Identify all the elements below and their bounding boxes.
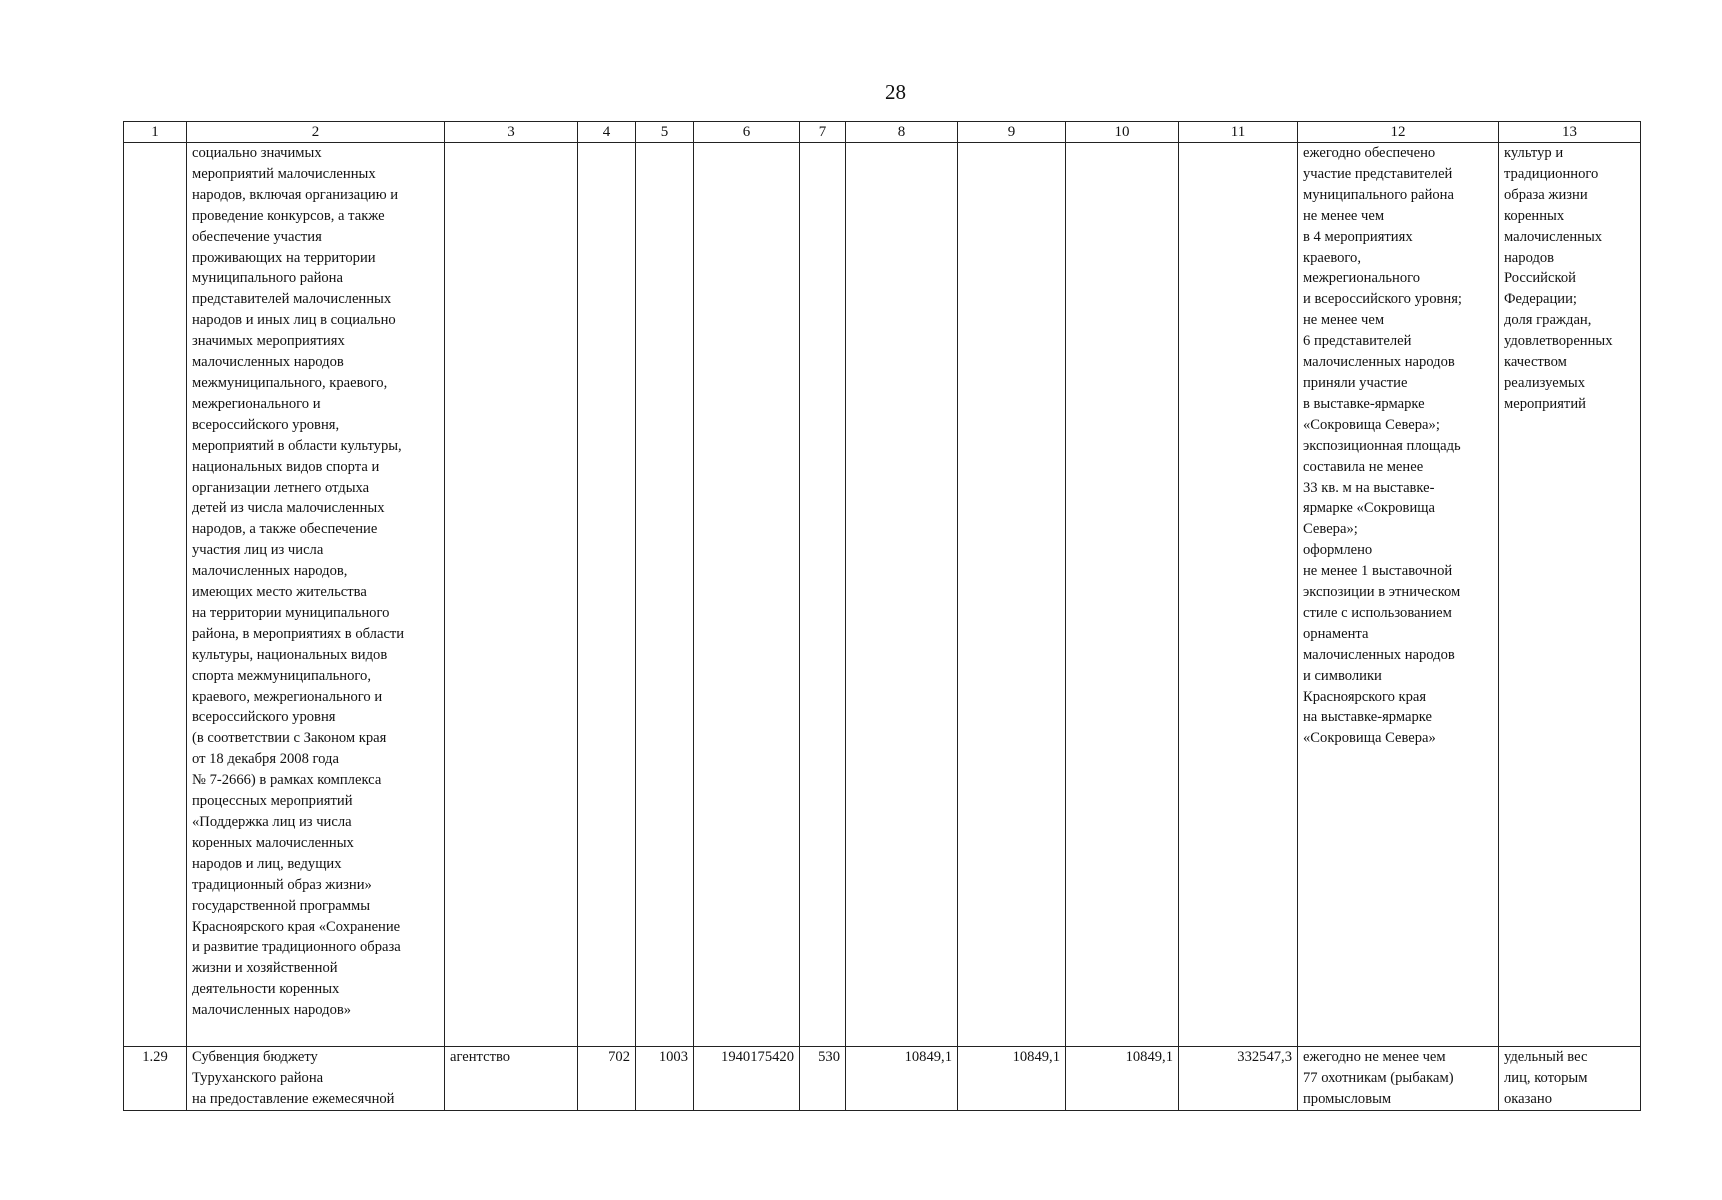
cell-empty bbox=[1179, 143, 1298, 1047]
program-table bbox=[123, 121, 1641, 1111]
executor-cell: агентство bbox=[445, 1047, 578, 1111]
cell-empty bbox=[846, 143, 958, 1047]
cell-empty bbox=[445, 143, 578, 1047]
cell-empty bbox=[694, 143, 800, 1047]
header-cell-13: 13 bbox=[1499, 122, 1641, 143]
grbs-code-cell: 702 bbox=[578, 1047, 636, 1111]
amount-total-cell: 332547,3 bbox=[1179, 1047, 1298, 1111]
cell-empty bbox=[124, 143, 187, 1047]
event-description-cell: Субвенция бюджету Туруханского района на предоставление ежемесячной bbox=[187, 1047, 445, 1111]
cell-empty bbox=[636, 143, 694, 1047]
indicator-cell: культур и традиционного образа жизни коренных малочисленных народов Российской Федерации; доля граждан, удовлетворенных качеством реализуемых мероприятий bbox=[1499, 143, 1641, 1047]
indicator-cell: удельный вес лиц, которым оказано bbox=[1499, 1047, 1641, 1111]
cell-empty bbox=[958, 143, 1066, 1047]
target-article-cell: 1940175420 bbox=[694, 1047, 800, 1111]
header-cell-5: 5 bbox=[636, 122, 694, 143]
section-code-cell: 1003 bbox=[636, 1047, 694, 1111]
cell-empty bbox=[578, 143, 636, 1047]
header-cell-4: 4 bbox=[578, 122, 636, 143]
table-row-1-29 bbox=[124, 1047, 1641, 1111]
expected-result-cell: ежегодно не менее чем 77 охотникам (рыбакам) промысловым bbox=[1298, 1047, 1499, 1111]
row-number-cell: 1.29 bbox=[124, 1047, 187, 1111]
header-cell-3: 3 bbox=[445, 122, 578, 143]
header-cell-6: 6 bbox=[694, 122, 800, 143]
amount-cell-8: 10849,1 bbox=[846, 1047, 958, 1111]
header-cell-2: 2 bbox=[187, 122, 445, 143]
page-number: 28 bbox=[885, 80, 906, 104]
amount-cell-9: 10849,1 bbox=[958, 1047, 1066, 1111]
cell-empty bbox=[1066, 143, 1179, 1047]
header-cell-8: 8 bbox=[846, 122, 958, 143]
header-row bbox=[124, 122, 1641, 143]
expense-type-cell: 530 bbox=[800, 1047, 846, 1111]
table-row-continued bbox=[124, 143, 1641, 1047]
cell-empty bbox=[800, 143, 846, 1047]
expected-result-cell: ежегодно обеспечено участие представителей муниципального района не менее чем в 4 мероприятиях краевого, межрегионального и всероссийского уровня; не менее чем 6 представителей малочисленных народов приняли участие в выставке-ярмарке «Сокровища Севера»; экспозиционная площадь составила не менее 33 кв. м на выставке- ярмарке «Сокровища Севера»; оформлено не менее 1 выставочной экспозиции в этническом стиле с использованием орнамента малочисленных народов и символики Красноярского края на выставке-ярмарке «Сокровища Севера» bbox=[1298, 143, 1499, 1047]
header-cell-12: 12 bbox=[1298, 122, 1499, 143]
header-cell-10: 10 bbox=[1066, 122, 1179, 143]
header-cell-1: 1 bbox=[124, 122, 187, 143]
amount-cell-10: 10849,1 bbox=[1066, 1047, 1179, 1111]
header-cell-11: 11 bbox=[1179, 122, 1298, 143]
header-cell-7: 7 bbox=[800, 122, 846, 143]
event-description-cell: социально значимых мероприятий малочисленных народов, включая организацию и проведение конкурсов, а также обеспечение участия проживающих на территории муниципального района представителей малочисленных народов и иных лиц в социально значимых мероприятиях малочисленных народов межмуниципального, краевого, межрегионального и всероссийского уровня, мероприятий в области культуры, национальных видов спорта и организации летнего отдыха детей из числа малочисленных народов, а также обеспечение участия лиц из числа малочисленных народов, имеющих место жительства на территории муниципального района, в мероприятиях в области культуры, национальных видов спорта межмуниципального, краевого, межрегионального и всероссийского уровня (в соответствии с Законом края от 18 декабря 2008 года № 7-2666) в рамках комплекса процессных мероприятий «Поддержка лиц из числа коренных малочисленных народов и лиц, ведущих традиционный образ жизни» государственной программы Красноярского края «Сохранение и развитие традиционного образа жизни и хозяйственной деятельности коренных малочисленных народов» bbox=[187, 143, 445, 1047]
header-cell-9: 9 bbox=[958, 122, 1066, 143]
